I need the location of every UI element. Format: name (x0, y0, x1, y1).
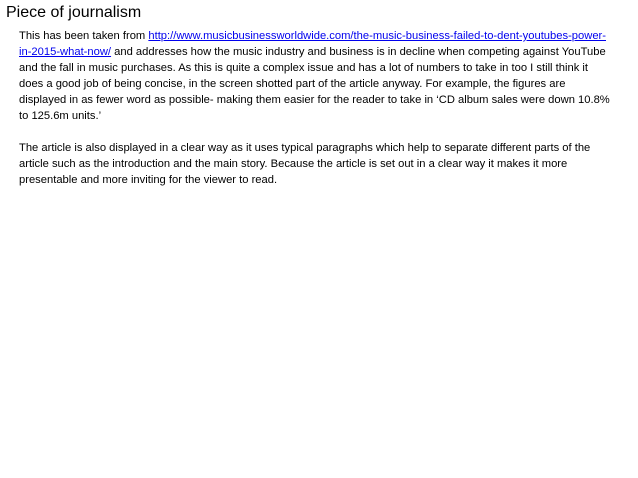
article-source-link[interactable]: http://www.musicbusinessworldwide.com/the-music-business-failed-to-dent-youtubes-power-in-2015-what-now/ (19, 30, 606, 58)
slide-title: Piece of journalism (6, 4, 142, 21)
slide-body (19, 28, 611, 204)
paragraph-source (19, 28, 611, 124)
paragraph-source-body: and addresses how the music industry and business is in decline when competing against YouTube and the fall in music purchases. As this is quite a complex issue and has a lot of numbers to take in too I still think it does a good job of being concise, in the screen shotted part of the article anyway. For example, the figures are displayed in as fewer word as possible- making them easier for the reader to take in ‘CD album sales were down 10.8% to 125.6m units.’ (19, 46, 610, 122)
paragraph-layout: The article is also displayed in a clear way as it uses typical paragraphs which help to separate different parts of the article such as the introduction and the main story. Because the article is set out in a clear way it makes it more presentable and more inviting for the viewer to read. (19, 142, 591, 186)
paragraph-source-intro: This has been taken from (19, 30, 149, 42)
